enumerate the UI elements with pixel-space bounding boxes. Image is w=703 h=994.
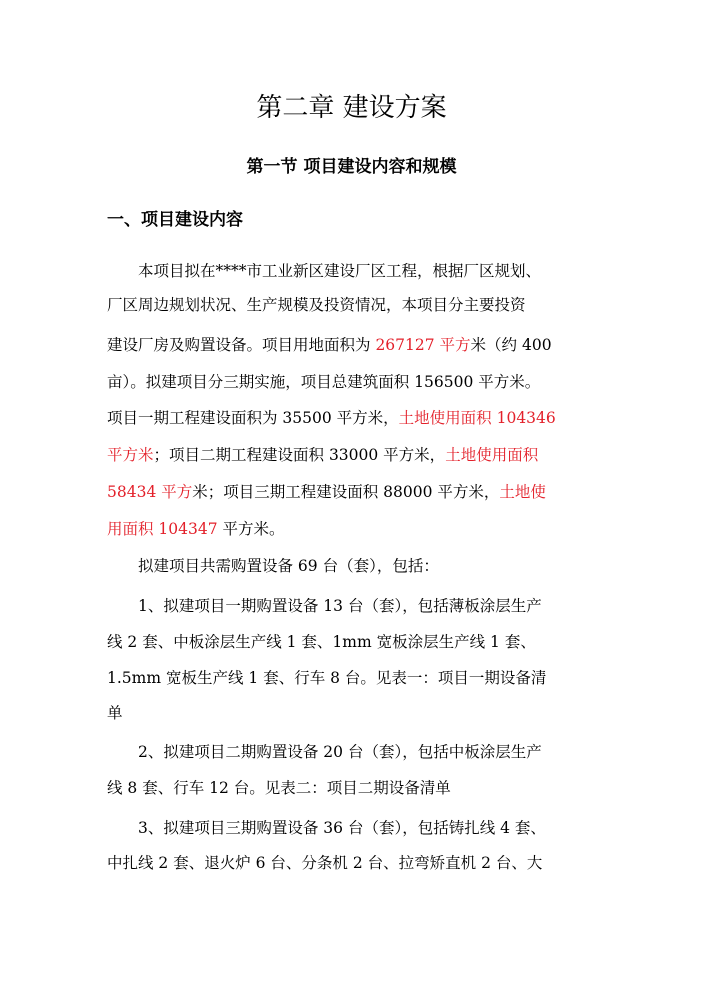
- para5-line2: 中扎线 2 套、退火炉 6 台、分条机 2 台、拉弯矫直机 2 台、大: [107, 854, 543, 872]
- heading-project-content: 一、项目建设内容: [107, 210, 243, 230]
- phase2-land-value-highlight: 58434 平方: [107, 483, 193, 501]
- para3-line3: 1.5mm 宽板生产线 1 套、行车 8 台。见表一：项目一期设备清: [107, 669, 547, 687]
- para1-line2: 厂区周边规划状况、生产规模及投资情况，本项目分主要投资: [107, 296, 526, 314]
- para1-line8: [107, 514, 285, 544]
- para1-line6-text: ；项目二期工程建设面积 33000 平方米，: [153, 446, 446, 464]
- phase1-land-unit-highlight: 平方米: [107, 446, 154, 464]
- phase3-land-highlight: 土地使: [499, 483, 546, 501]
- para4-line1: 2、拟建项目二期购置设备 20 台（套），包括中板涂层生产: [138, 743, 542, 761]
- para1-line6: [107, 440, 538, 470]
- para1-line5-text: 项目一期工程建设面积为 35500 平方米，: [107, 409, 399, 427]
- para1-line8-text: 平方米。: [217, 520, 285, 538]
- para1-line3-tail: 米（约 400: [470, 336, 552, 354]
- para1-line7: [107, 477, 546, 507]
- phase3-land-value-highlight: 用面积 104347: [107, 520, 218, 538]
- phase2-land-highlight: 土地使用面积: [445, 446, 539, 464]
- para3-line2: 线 2 套、中板涂层生产线 1 套、1mm 宽板涂层生产线 1 套、: [107, 633, 536, 651]
- para1-line1: 本项目拟在****市工业新区建设厂区工程，根据厂区规划、: [138, 262, 542, 280]
- para1-line7-text: 米；项目三期工程建设面积 88000 平方米，: [192, 483, 500, 501]
- para1-line3: [107, 330, 552, 360]
- phase1-land-highlight: 土地使用面积 104346: [398, 409, 556, 427]
- para1-line3-text: 建设厂房及购置设备。项目用地面积为: [107, 336, 376, 354]
- para1-line5: [107, 403, 556, 433]
- land-area-highlight: 267127 平方: [375, 336, 471, 354]
- para3-line4: 单: [107, 704, 123, 722]
- chapter-title: 第二章 建设方案: [256, 93, 447, 123]
- section-title: 第一节 项目建设内容和规模: [246, 157, 457, 177]
- para1-line4: 亩）。拟建项目分三期实施，项目总建筑面积 156500 平方米。: [107, 373, 541, 391]
- para5-line1: 3、拟建项目三期购置设备 36 台（套），包括铸扎线 4 套、: [138, 819, 546, 837]
- para3-line1: 1、拟建项目一期购置设备 13 台（套），包括薄板涂层生产: [138, 597, 542, 615]
- para4-line2: 线 8 套、行车 12 台。见表二：项目二期设备清单: [107, 779, 451, 797]
- para2-line1: 拟建项目共需购置设备 69 台（套），包括：: [138, 557, 439, 575]
